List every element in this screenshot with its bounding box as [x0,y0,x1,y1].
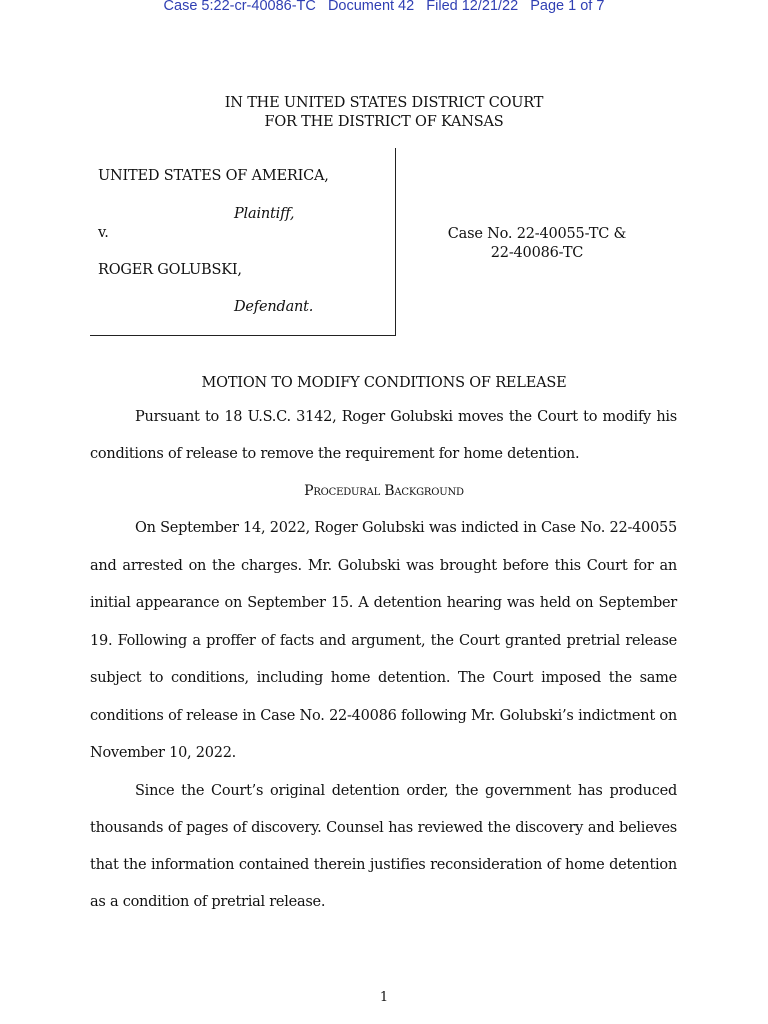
section-heading: Procedural Background [304,483,464,499]
page-number: 1 [379,990,389,1005]
body-line: thousands of pages of discovery. Counsel has reviewed the discovery and believes [90,820,677,836]
ecf-header-stamp: Case 5:22-cr-40086-TC Document 42 Filed 12/21/22 Page 1 of 7 [163,0,605,14]
plaintiff-name: UNITED STATES OF AMERICA, [98,168,329,184]
body-line: 19. Following a proffer of facts and argument, the Court granted pretrial release [90,633,677,649]
body-line: subject to conditions, including home detention. The Court imposed the same [90,670,677,686]
body-line: November 10, 2022. [90,745,237,761]
plaintiff-role: Plaintiff, [234,206,295,222]
versus-label: v. [98,225,109,241]
body-line: conditions of release in Case No. 22-40086 following Mr. Golubski’s indictment on [90,708,677,724]
case-number-line2: 22-40086-TC [490,245,584,261]
body-line: On September 14, 2022, Roger Golubski was indicted in Case No. 22-40055 [135,520,677,536]
court-heading-line1: IN THE UNITED STATES DISTRICT COURT [224,95,544,111]
case-caption-box [90,148,396,336]
court-heading-line2: FOR THE DISTRICT OF KANSAS [264,114,504,130]
defendant-role: Defendant. [234,299,314,315]
intro-line: conditions of release to remove the requirement for home detention. [90,446,580,462]
body-line: that the information contained therein justifies reconsideration of home detention [90,857,677,873]
intro-line: Pursuant to 18 U.S.C. 3142, Roger Golubski moves the Court to modify his [135,409,677,425]
defendant-name: ROGER GOLUBSKI, [98,262,242,278]
case-number [396,225,678,263]
body-line: Since the Court’s original detention order, the government has produced [135,783,677,799]
motion-title: MOTION TO MODIFY CONDITIONS OF RELEASE [201,375,567,391]
body-line: initial appearance on September 15. A detention hearing was held on September [90,595,677,611]
case-number-line1: Case No. 22-40055-TC & [447,226,627,242]
body-line: as a condition of pretrial release. [90,894,326,910]
court-heading [0,94,768,132]
body-line: and arrested on the charges. Mr. Golubski was brought before this Court for an [90,558,677,574]
